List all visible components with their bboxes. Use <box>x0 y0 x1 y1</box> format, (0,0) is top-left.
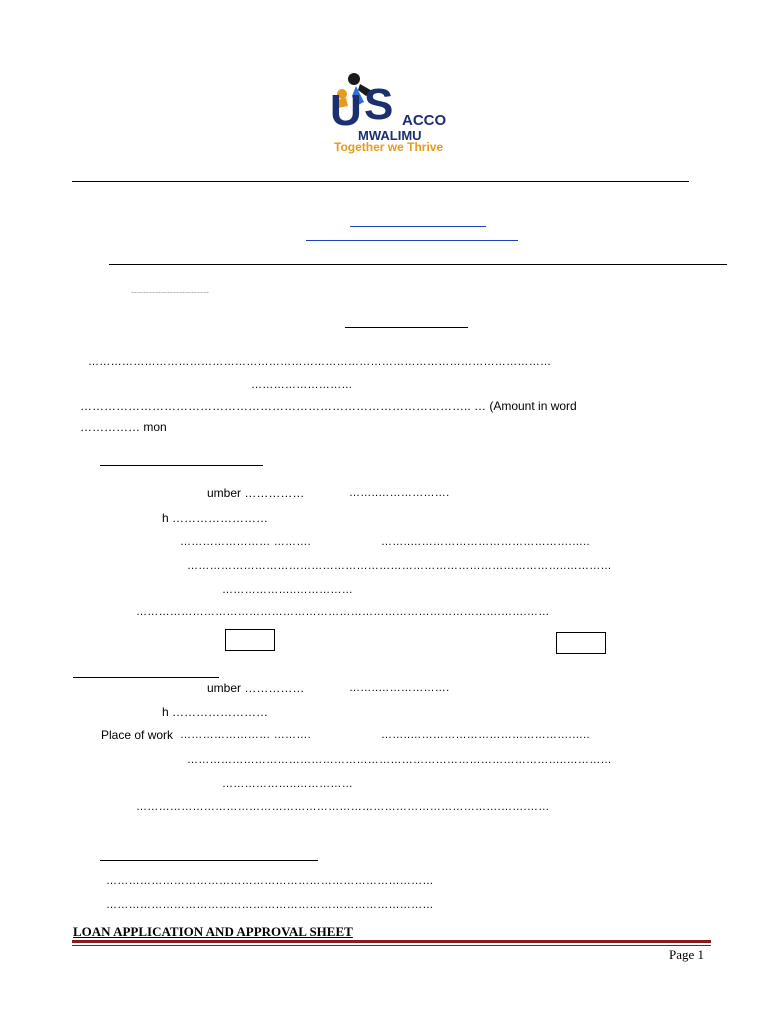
s3-row2: …………………………………………………………………………… <box>106 899 434 911</box>
logo-mwalimu: MWALIMU <box>358 128 422 143</box>
heading-underline <box>345 327 468 328</box>
footer-rule-thin <box>72 945 711 946</box>
footer-title: LOAN APPLICATION AND APPROVAL SHEET <box>73 924 353 939</box>
amount-in-words-line: …………………………………………………………………………………….. … (Amount in word <box>80 399 577 413</box>
section1-heading-underline <box>100 465 263 466</box>
sacco-logo <box>330 72 470 156</box>
link-underline-2[interactable] <box>306 240 518 241</box>
s2-row3-left: …………………… ………. <box>180 729 312 741</box>
small-dotted-line: ………………………………… <box>131 289 209 295</box>
s2-number-field: umber …………… <box>207 681 305 695</box>
s1-row5: ………………..…………… <box>222 584 354 596</box>
footer-rule-thick <box>72 940 711 943</box>
s2-branch-field: h …………………… <box>162 705 269 719</box>
s1-row4: ………………………………………………………………………………………..………… <box>187 560 612 572</box>
logo-letter-s: S <box>364 80 394 129</box>
s1-row6: …………………………………………………………………………………….…….…… <box>136 606 550 618</box>
section-rule <box>109 264 727 265</box>
section2-heading-underline <box>73 677 219 678</box>
logo-acco: ACCO <box>402 112 447 129</box>
header-rule <box>72 181 689 182</box>
s2-number-right: ……..………………. <box>349 682 450 694</box>
checkbox-left[interactable] <box>225 629 275 651</box>
logo-letter-u: U <box>330 86 362 135</box>
s2-row4: ………………………………………………………………………………………..………… <box>187 754 612 766</box>
checkbox-right[interactable] <box>556 632 606 654</box>
section3-heading-underline <box>100 860 318 861</box>
fill-line-2: ……………………… <box>251 379 353 391</box>
months-line: …………… mon <box>80 420 167 434</box>
s2-row3-right: ……..…………………………………….….. <box>381 729 590 741</box>
s2-row5: ………………..…………… <box>222 778 354 790</box>
s1-number-right: ……..………………. <box>349 487 450 499</box>
s1-branch-field: h …………………… <box>162 511 269 525</box>
link-underline-1[interactable] <box>350 226 486 227</box>
logo-tagline: Together we Thrive <box>334 140 444 154</box>
s1-row3-left: …………………… ………. <box>180 536 312 548</box>
fill-line-1: …………………………………………………………………………………………………………… <box>88 356 552 368</box>
s3-row1: …………………………………………………………………………… <box>106 875 434 887</box>
page-number: Page 1 <box>669 947 705 962</box>
s1-row3-right: ……..…………………………………….….. <box>381 536 590 548</box>
s2-row6: …………………………………………………………………………………….…….…… <box>136 801 550 813</box>
s1-number-field: umber …………… <box>207 486 305 500</box>
s2-place-of-work-label: Place of work <box>101 728 174 742</box>
